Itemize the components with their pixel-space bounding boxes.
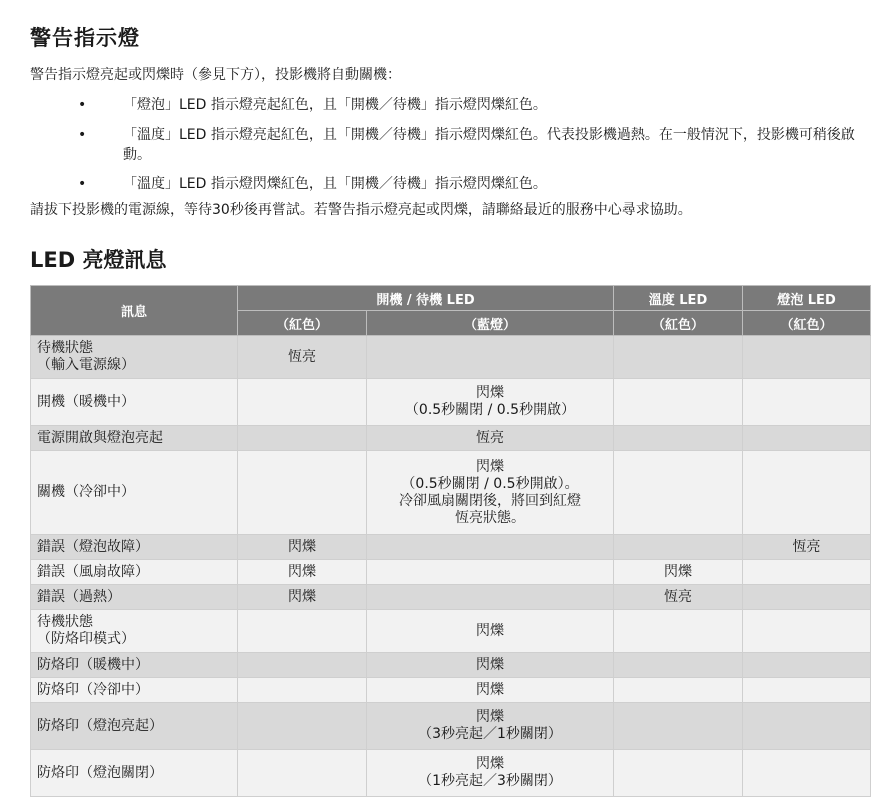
- table-row: [31, 750, 871, 797]
- cell-power-blue: [367, 451, 614, 535]
- header-temp-red: （紅色）: [614, 311, 743, 336]
- cell-line: （0.5秒關閉 / 0.5秒開啟）: [404, 402, 576, 418]
- cell-power-red: [238, 610, 367, 653]
- cell-lamp: [743, 703, 871, 750]
- cell-lamp: [743, 610, 871, 653]
- cell-power-red: [238, 426, 367, 451]
- header-message: 訊息: [31, 286, 238, 336]
- header-temp-led: 溫度 LED: [614, 286, 743, 311]
- table-row: [31, 703, 871, 750]
- cell-temp: [614, 426, 743, 451]
- cell-power-red: [238, 653, 367, 678]
- table-row: [31, 451, 871, 535]
- cell-line: （輸入電源線）: [37, 357, 135, 373]
- cell-message: [31, 379, 238, 426]
- cell-line: 防烙印（燈泡關閉）: [37, 764, 163, 781]
- cell-temp: [614, 451, 743, 535]
- bullet-dot: •: [78, 97, 87, 113]
- cell-lamp: [743, 678, 871, 703]
- cell-power-blue: [367, 703, 614, 750]
- cell-lamp: [743, 426, 871, 451]
- bullet-text: 「燈泡」LED 指示燈亮起紅色，且「開機／待機」指示燈閃爍紅色。: [123, 97, 547, 113]
- cell-message: [31, 535, 238, 560]
- cell-temp: [614, 336, 743, 379]
- cell-line: 電源開啟與燈泡亮起: [37, 429, 163, 446]
- cell-power-blue: [367, 678, 614, 703]
- cell-power-red: [238, 451, 367, 535]
- table-row: [31, 678, 871, 703]
- cell-power-blue: [367, 585, 614, 610]
- cell-line: 待機狀態: [37, 614, 93, 630]
- cell-message: [31, 585, 238, 610]
- cell-lamp: [743, 585, 871, 610]
- header-lamp-red: （紅色）: [743, 311, 871, 336]
- cell-power-red: [238, 750, 367, 797]
- cell-message: [31, 610, 238, 653]
- cell-lamp: [743, 653, 871, 678]
- cell-line: （0.5秒關閉 / 0.5秒開啟）。: [401, 475, 579, 492]
- cell-lamp: 恆亮: [743, 535, 871, 560]
- cell-line: 錯誤（風扇故障）: [37, 563, 149, 580]
- cell-message: [31, 560, 238, 585]
- cell-line: 防烙印（暖機中）: [37, 656, 149, 673]
- led-title: LED 亮燈訊息: [30, 248, 167, 272]
- table-row: [31, 610, 871, 653]
- cell-temp: [614, 678, 743, 703]
- cell-power-red: 閃爍: [238, 585, 367, 610]
- cell-temp: [614, 750, 743, 797]
- cell-line: 防烙印（冷卻中）: [37, 681, 149, 698]
- cell-temp: 閃爍: [614, 560, 743, 585]
- cell-line: 閃爍: [476, 756, 504, 772]
- cell-power-red: [238, 379, 367, 426]
- cell-power-blue: [367, 535, 614, 560]
- cell-message: [31, 703, 238, 750]
- cell-message: [31, 426, 238, 451]
- cell-line: 閃爍: [476, 458, 504, 475]
- led-table: [30, 285, 871, 797]
- cell-line: 關機（冷卻中）: [37, 484, 135, 500]
- cell-power-blue: [367, 426, 614, 451]
- cell-line: （1秒亮起／3秒關閉）: [418, 773, 562, 789]
- table-row: [31, 653, 871, 678]
- cell-line: 恆亮: [476, 429, 504, 446]
- cell-line: 待機狀態: [37, 340, 93, 356]
- table-row: [31, 336, 871, 379]
- cell-power-blue: [367, 336, 614, 379]
- cell-line: 冷卻風扇關閉後，將回到紅燈: [399, 492, 581, 509]
- cell-line: 錯誤（過熱）: [37, 588, 121, 605]
- cell-power-red: 閃爍: [238, 560, 367, 585]
- cell-power-blue: [367, 610, 614, 653]
- cell-temp: [614, 535, 743, 560]
- cell-line: 閃爍: [476, 709, 504, 725]
- cell-power-blue: [367, 750, 614, 797]
- table-row: [31, 585, 871, 610]
- table-row: [31, 535, 871, 560]
- bullet-dot: •: [78, 127, 87, 143]
- cell-message: [31, 678, 238, 703]
- cell-temp: 恆亮: [614, 585, 743, 610]
- cell-message: [31, 336, 238, 379]
- cell-power-red: 閃爍: [238, 535, 367, 560]
- header-power-red: （紅色）: [238, 311, 367, 336]
- cell-power-red: [238, 703, 367, 750]
- cell-line: 錯誤（燈泡故障）: [37, 538, 149, 555]
- cell-power-red: 恆亮: [238, 336, 367, 379]
- cell-lamp: [743, 451, 871, 535]
- cell-message: [31, 750, 238, 797]
- cell-power-red: [238, 678, 367, 703]
- cell-lamp: [743, 379, 871, 426]
- cell-lamp: [743, 750, 871, 797]
- header-power-blue: （藍燈）: [367, 311, 614, 336]
- cell-temp: [614, 703, 743, 750]
- cell-power-blue: [367, 560, 614, 585]
- cell-line: （3秒亮起／1秒關閉）: [418, 726, 562, 742]
- bullet-text: 「溫度」LED 指示燈閃爍紅色，且「開機／待機」指示燈閃爍紅色。: [123, 176, 547, 192]
- cell-temp: [614, 610, 743, 653]
- cell-lamp: [743, 336, 871, 379]
- cell-power-blue: [367, 379, 614, 426]
- cell-line: 防烙印（燈泡亮起）: [37, 717, 163, 734]
- cell-line: 閃爍: [476, 681, 504, 698]
- cell-message: [31, 451, 238, 535]
- cell-lamp: [743, 560, 871, 585]
- cell-power-blue: [367, 653, 614, 678]
- warning-intro: 警告指示燈亮起或閃爍時（參見下方），投影機將自動關機：: [30, 67, 401, 83]
- cell-line: 恆亮狀態。: [455, 509, 525, 526]
- header-power-led: 開機 / 待機 LED: [238, 286, 614, 311]
- cell-message: [31, 653, 238, 678]
- cell-line: 閃爍: [476, 622, 504, 639]
- cell-line: 閃爍: [476, 656, 504, 673]
- warning-advice: 請拔下投影機的電源線，等待30秒後再嘗試。若警告指示燈亮起或閃爍，請聯絡最近的服務中心尋求協助。: [30, 202, 692, 218]
- bullet-dot: •: [78, 176, 87, 192]
- table-row: [31, 560, 871, 585]
- warning-title: 警告指示燈: [30, 26, 140, 50]
- cell-line: （防烙印模式）: [37, 631, 135, 647]
- cell-line: 閃爍: [476, 385, 504, 401]
- cell-temp: [614, 379, 743, 426]
- bullet-text: 「溫度」LED 指示燈亮起紅色，且「開機／待機」指示燈閃爍紅色。代表投影機過熱。在一般情況下，投影機可稍後啟動。: [123, 127, 855, 163]
- table-row: [31, 379, 871, 426]
- cell-temp: [614, 653, 743, 678]
- table-row: [31, 426, 871, 451]
- header-lamp-led: 燈泡 LED: [743, 286, 871, 311]
- cell-line: 開機（暖機中）: [37, 393, 135, 410]
